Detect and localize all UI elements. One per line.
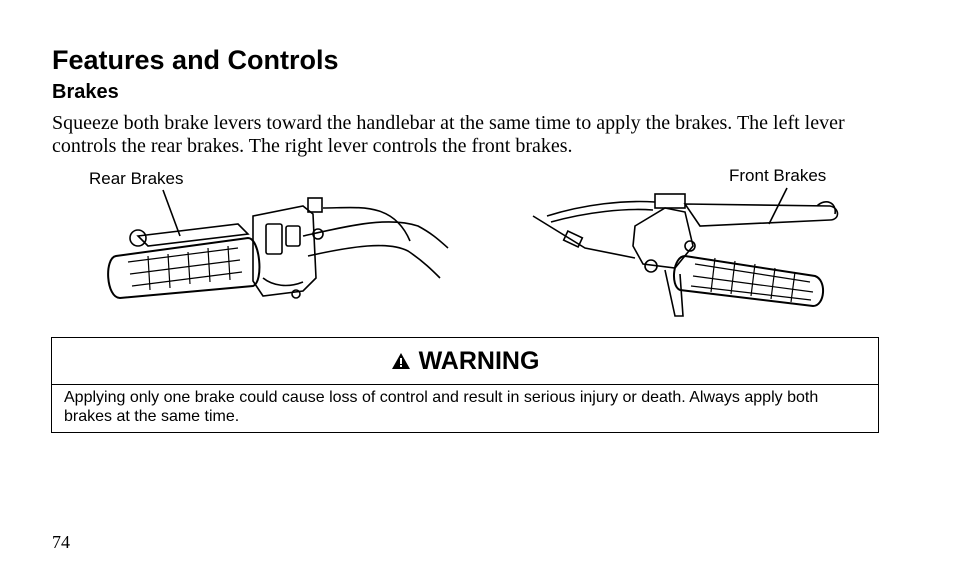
front-brake-illustration xyxy=(525,186,845,326)
page-number: 74 xyxy=(52,532,70,552)
warning-text: Applying only one brake could cause loss of control and result in serious injury or death. Always apply both brakes at the same time. xyxy=(64,389,819,425)
rear-brake-illustration xyxy=(88,186,460,326)
warning-box xyxy=(51,337,879,433)
warning-triangle-icon xyxy=(391,352,411,370)
section-heading: Brakes xyxy=(52,81,119,103)
section-body-text: Squeeze both brake levers toward the handlebar at the same time to apply the brakes. The left lever controls the rear brakes. The right lever controls the front brakes. xyxy=(52,112,845,157)
warning-header xyxy=(52,338,878,385)
rear-brakes-label: Rear Brakes xyxy=(89,169,184,188)
page-title: Features and Controls xyxy=(52,45,339,75)
warning-title: WARNING xyxy=(418,346,540,375)
front-brakes-label: Front Brakes xyxy=(729,166,827,185)
